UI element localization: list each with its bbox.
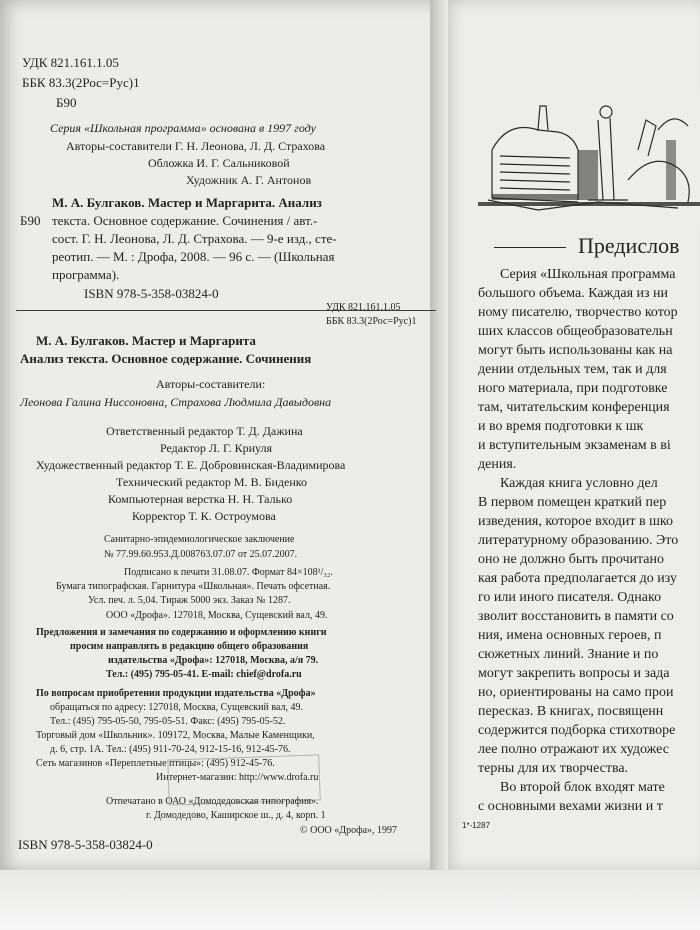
preface-line: ному писателю, творчество котор bbox=[478, 305, 678, 320]
imprint-line: Санитарно-эпидемиологическое заключение bbox=[104, 534, 295, 545]
book-title-line-2: Анализ текста. Основное содержание. Сочинения bbox=[20, 351, 312, 366]
preface-line: с основными вехами жизни и т bbox=[478, 799, 663, 814]
preface-line: Каждая книга условно дел bbox=[500, 476, 658, 491]
credit-line: Корректор Т. К. Остроумова bbox=[132, 509, 276, 523]
purchase-line: Сеть магазинов «Переплетные птицы»: (495) 912-45-76. bbox=[36, 758, 275, 769]
biblio-line-1: М. А. Булгаков. Мастер и Маргарита. Анализ bbox=[52, 195, 322, 210]
bbk-code: ББК 83.3(2Рос=Рус)1 bbox=[22, 75, 140, 90]
preface-line: пересказ. В книгах, посвященн bbox=[478, 704, 664, 719]
proposals-line: просим направлять в редакцию общего образования bbox=[70, 641, 309, 652]
preface-line: большого объема. Каждая из ни bbox=[478, 286, 669, 301]
authors-line: Авторы-составители Г. Н. Леонова, Л. Д. Страхова bbox=[66, 139, 326, 153]
proposals-line: издательства «Дрофа»: 127018, Москва, а/я 79. bbox=[108, 655, 319, 666]
credit-line: Ответственный редактор Т. Д. Дажина bbox=[106, 424, 303, 438]
credit-line: Художественный редактор Т. Е. Добровинская-Владимирова bbox=[36, 458, 346, 472]
purchase-line: обращаться по адресу: 127018, Москва, Сущевский вал, 49. bbox=[50, 702, 303, 713]
preface-line: кая работа предполагается до изу bbox=[478, 571, 678, 586]
preface-line: дении отдельных тем, так и для bbox=[478, 362, 667, 377]
printed-line: Отпечатано в ОАО «Домодедовская типография». bbox=[106, 796, 319, 807]
purchase-line: Тел.: (495) 795-05-50, 795-05-51. Факс: (495) 795-05-52. bbox=[50, 716, 286, 727]
printed-line: г. Домодедово, Каширское ш., д. 4, корп. 1 bbox=[146, 810, 326, 821]
bbk-small: ББК 83.3(2Рос=Рус)1 bbox=[326, 316, 417, 327]
preface-line: ния, имена основных героев, п bbox=[478, 628, 662, 643]
preface-line: В первом помещен краткий пер bbox=[478, 495, 667, 510]
imprint-line: № 77.99.60.953.Д.008763.07.07 от 25.07.2007. bbox=[104, 549, 298, 560]
cover-line: Обложка И. Г. Сальниковой bbox=[148, 156, 290, 170]
series-note: Серия «Школьная программа» основана в 1997 году bbox=[50, 121, 316, 135]
heading-rule bbox=[494, 247, 566, 248]
purchase-line: Торговый дом «Школьник». 109172, Москва, Малые Каменщики, bbox=[36, 730, 315, 741]
biblio-line-2: текста. Основное содержание. Сочинения / авт.- bbox=[52, 213, 318, 228]
biblio-cutter: Б90 bbox=[20, 213, 41, 228]
credit-line: Технический редактор М. В. Биденко bbox=[116, 475, 307, 489]
preface-line: но, ориентированы на само прои bbox=[478, 685, 674, 700]
preface-line: зволит восстановить в памяти со bbox=[478, 609, 674, 624]
isbn-top: ISBN 978-5-358-03824-0 bbox=[84, 286, 219, 301]
preface-line: ного материала, при подготовке bbox=[478, 381, 668, 396]
imprint-line: Подписано к печати 31.08.07. Формат 84×108¹/₃₂. bbox=[124, 567, 333, 578]
proposals-line: Предложения и замечания по содержанию и оформлению книги bbox=[36, 627, 327, 638]
preface-line: и вступительным экзаменам в ві bbox=[478, 438, 671, 453]
compilers-names: Леонова Галина Ниссоновна, Страхова Людмила Давыдовна bbox=[20, 395, 332, 409]
isbn-bottom: ISBN 978-5-358-03824-0 bbox=[18, 837, 153, 852]
imprint-line: ООО «Дрофа». 127018, Москва, Сущевский вал, 49. bbox=[106, 610, 328, 621]
biblio-line-4: реотип. — М. : Дрофа, 2008. — 96 с. — (Школьная bbox=[52, 249, 335, 264]
biblio-line-5: программа). bbox=[52, 267, 120, 282]
preface-line: Во второй блок входят мате bbox=[500, 780, 665, 795]
cutter-mark: Б90 bbox=[56, 95, 77, 110]
preface-line: лее полно отражают их художес bbox=[478, 742, 669, 757]
preface-line: го или иного писателя. Однако bbox=[478, 590, 662, 605]
purchase-line: д. 6, стр. 1А. Тел.: (495) 911-70-24, 912-15-16, 912-45-76. bbox=[50, 744, 291, 755]
preface-line: Серия «Школьная программа bbox=[500, 267, 676, 282]
imprint-line: Усл. печ. л. 5,04. Тираж 5000 экз. Заказ № 1287. bbox=[88, 595, 291, 606]
udk-code: УДК 821.161.1.05 bbox=[22, 55, 119, 70]
preface-line: литературному образованию. Это bbox=[478, 533, 679, 548]
preface-line: изведения, которое входит в шко bbox=[478, 514, 673, 529]
preface-line: терны для их творчества. bbox=[478, 761, 629, 776]
preface-line: содержится подборка стихотворе bbox=[478, 723, 676, 738]
preface-line: оно не должно быть прочитано bbox=[478, 552, 664, 567]
copyright: © ООО «Дрофа», 1997 bbox=[300, 825, 398, 836]
purchase-line: По вопросам приобретения продукции издательства «Дрофа» bbox=[36, 688, 316, 699]
preface-line: дения. bbox=[478, 457, 517, 472]
decorative-illustration bbox=[478, 90, 700, 230]
preface-heading: Предислов bbox=[578, 233, 680, 258]
preface-line: могут закрепить вопросы и зада bbox=[478, 666, 670, 681]
preface-line: могут быть использованы как на bbox=[478, 343, 673, 358]
page-signature: 1*-1287 bbox=[462, 821, 491, 830]
credit-line: Компьютерная верстка Н. Н. Талько bbox=[108, 492, 293, 506]
preface-line: ших классов общеобразовательн bbox=[478, 324, 673, 339]
preface-line: и во время подготовки к шк bbox=[478, 419, 644, 434]
book-title-line-1: М. А. Булгаков. Мастер и Маргарита bbox=[36, 333, 256, 348]
purchase-line: Интернет-магазин: http://www.drofa.ru bbox=[156, 772, 319, 783]
compilers-heading: Авторы-составители: bbox=[156, 377, 266, 391]
credit-line: Редактор Л. Г. Криуля bbox=[160, 441, 273, 455]
preface-line: сюжетных линий. Знание и по bbox=[478, 647, 659, 662]
book-gutter bbox=[430, 0, 448, 872]
proposals-line: Тел.: (495) 795-05-41. E-mail: chief@drofa.ru bbox=[106, 669, 302, 680]
preface-line: там, читательским конференция bbox=[478, 400, 670, 415]
biblio-line-3: сост. Г. Н. Леонова, Л. Д. Страхова. — 9-е изд., сте- bbox=[52, 231, 337, 246]
udk-small: УДК 821.161.1.05 bbox=[326, 302, 401, 313]
table-surface bbox=[0, 870, 700, 930]
imprint-line: Бумага типографская. Гарнитура «Школьная». Печать офсетная. bbox=[56, 581, 331, 592]
artist-line: Художник А. Г. Антонов bbox=[186, 173, 312, 187]
